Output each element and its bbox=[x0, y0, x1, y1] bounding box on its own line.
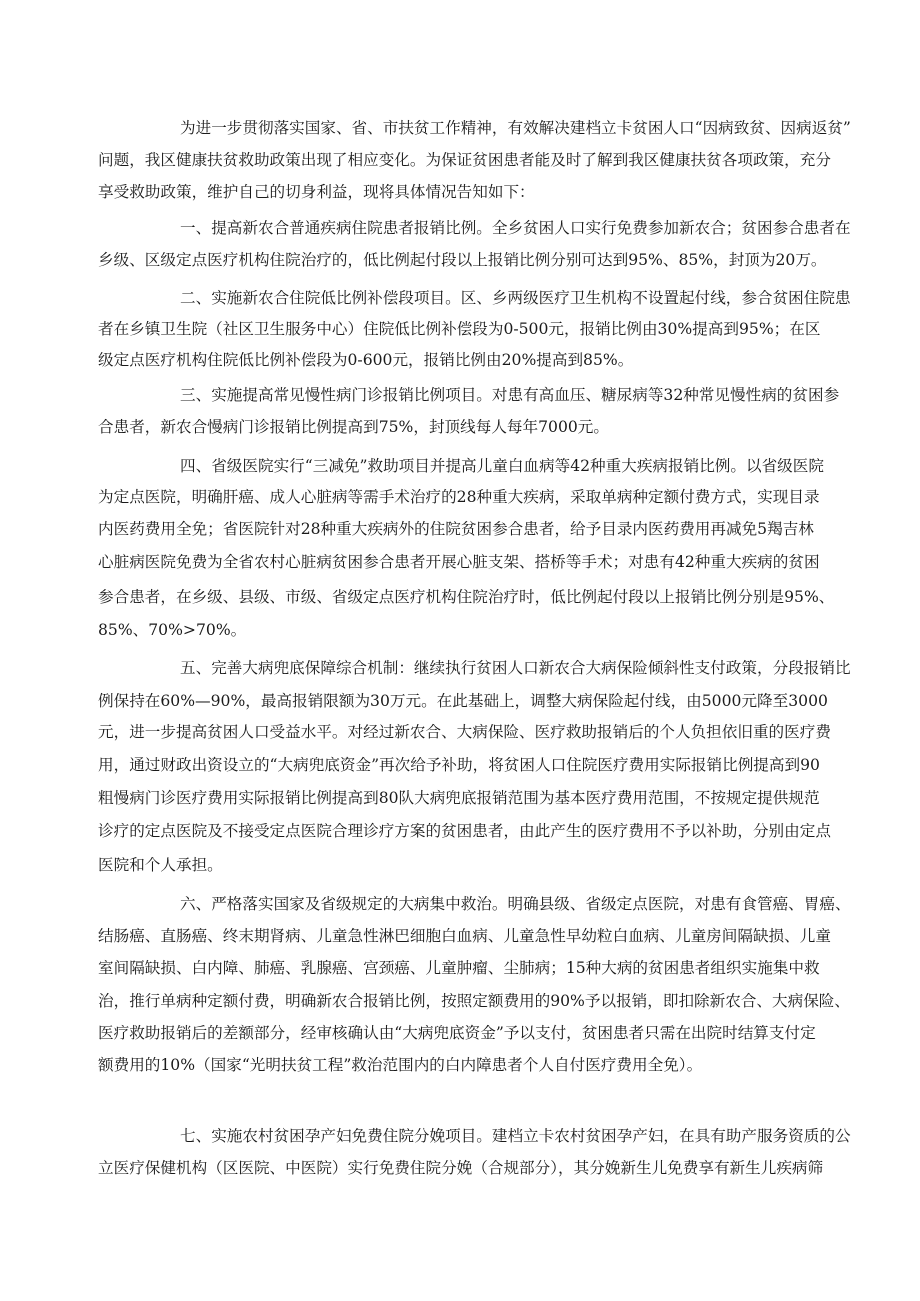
text-line: 医院和个人承担。 bbox=[98, 856, 223, 874]
text-line: 四、省级医院实行“三减免”救助项目并提高儿童白血病等42种重大疾病报销比例。以省级医院 bbox=[180, 457, 824, 475]
text-line: 一、提高新农合普通疾病住院患者报销比例。全乡贫困人口实行免费参加新农合；贫困参合患者在 bbox=[180, 219, 851, 237]
text-line: 享受救助政策，维护自己的切身利益，现将具体情况告知如下： bbox=[98, 183, 535, 201]
text-line: 诊疗的定点医院及不接受定点医院合理诊疗方案的贫困患者，由此产生的医疗费用不予以补助，分别由定点 bbox=[98, 822, 831, 840]
text-line: 内医药费用全免；省医院针对28种重大疾病外的住院贫困参合患者，给予目录内医药费用再减免5羯吉林 bbox=[98, 520, 814, 538]
text-line: 参合患者，在乡级、县级、市级、省级定点医疗机构住院治疗时，低比例起付段以上报销比例分别是95%、 bbox=[98, 588, 835, 606]
text-line: 七、实施农村贫困孕产妇免费住院分娩项目。建档立卡农村贫困孕产妇，在具有助产服务资质的公 bbox=[180, 1127, 851, 1145]
text-line: 立医疗保健机构（区医院、中医院）实行免费住院分娩（合规部分），其分娩新生儿免费享有新生儿疾病筛 bbox=[98, 1159, 824, 1177]
text-line: 五、完善大病兜底保障综合机制：继续执行贫困人口新农合大病保险倾斜性支付政策，分段报销比 bbox=[180, 659, 851, 677]
text-line: 粗慢病门诊医疗费用实际报销比例提高到80队大病兜底报销范围为基本医疗费用范围，不按规定提供规范 bbox=[98, 789, 820, 807]
text-line: 合患者，新农合慢病门诊报销比例提高到75%，封顶线每人每年7000元。 bbox=[98, 418, 609, 436]
text-line: 为进一步贯彻落实国家、省、市扶贫工作精神，有效解决建档立卡贫困人口“因病致贫、因病返贫” bbox=[180, 119, 851, 137]
text-line: 85%、70%>70%。 bbox=[98, 621, 247, 639]
text-line bbox=[98, 1082, 858, 1112]
text-line: 问题，我区健康扶贫救助政策出现了相应变化。为保证贫困患者能及时了解到我区健康扶贫各项政策，充分 bbox=[98, 151, 831, 169]
text-line: 用，通过财政出资设立的“大病兜底资金”再次给予补助，将贫困人口住院医疗费用实际报销比例提高到90 bbox=[98, 756, 820, 774]
text-line: 六、严格落实国家及省级规定的大病集中救治。明确县级、省级定点医院，对患有食管癌、胃癌、 bbox=[180, 895, 851, 913]
text-line: 者在乡镇卫生院（社区卫生服务中心）住院低比例补偿段为0-500元，报销比例由30%提高到95%；在区 bbox=[98, 320, 821, 338]
text-line: 额费用的10%（国家“光明扶贫工程”救治范围内的白内障患者个人自付医疗费用全免）。 bbox=[98, 1056, 703, 1074]
text-line: 医疗救助报销后的差额部分，经审核确认由“大病兜底资金”予以支付，贫困患者只需在出院时结算支付定 bbox=[98, 1024, 816, 1042]
text-line: 三、实施提高常见慢性病门诊报销比例项目。对患有高血压、糖尿病等32种常见慢性病的贫困参 bbox=[180, 386, 840, 404]
text-line: 二、实施新农合住院低比例补偿段项目。区、乡两级医疗卫生机构不设置起付线，参合贫困住院患 bbox=[180, 289, 851, 307]
text-line: 室间隔缺损、白内障、肺癌、乳腺癌、宫颈癌、儿童肿瘤、尘肺病；15种大病的贫困患者组织实施集中救 bbox=[98, 959, 820, 977]
text-line: 元，进一步提高贫困人口受益水平。对经过新农合、大病保险、医疗救助报销后的个人负担依旧重的医疗费 bbox=[98, 723, 831, 741]
text-line: 级定点医疗机构住院低比例补偿段为0-600元，报销比例由20%提高到85%。 bbox=[98, 351, 634, 369]
text-line: 例保持在60%—90%，最高报销限额为30万元。在此基础上，调整大病保险起付线，由5000元降至3000 bbox=[98, 692, 828, 710]
text-line: 结肠癌、直肠癌、终末期肾病、儿童急性淋巴细胞白血病、儿童急性早幼粒白血病、儿童房间隔缺损、儿童 bbox=[98, 927, 831, 945]
text-line: 乡级、区级定点医疗机构住院治疗的，低比例起付段以上报销比例分别可达到95%、85%，封顶为20万。 bbox=[98, 251, 827, 269]
text-line: 治，推行单病种定额付费，明确新农合报销比例，按照定额费用的90%予以报销，即扣除新农合、大病保险、 bbox=[98, 992, 850, 1010]
text-line: 心脏病医院免费为全省农村心脏病贫困参合患者开展心脏支架、搭桥等手术；对患有42种重大疾病的贫困 bbox=[98, 553, 820, 571]
text-line: 为定点医院，明确肝癌、成人心脏病等需手术治疗的28种重大疾病，采取单病种定额付费方式，实现目录 bbox=[98, 488, 820, 506]
